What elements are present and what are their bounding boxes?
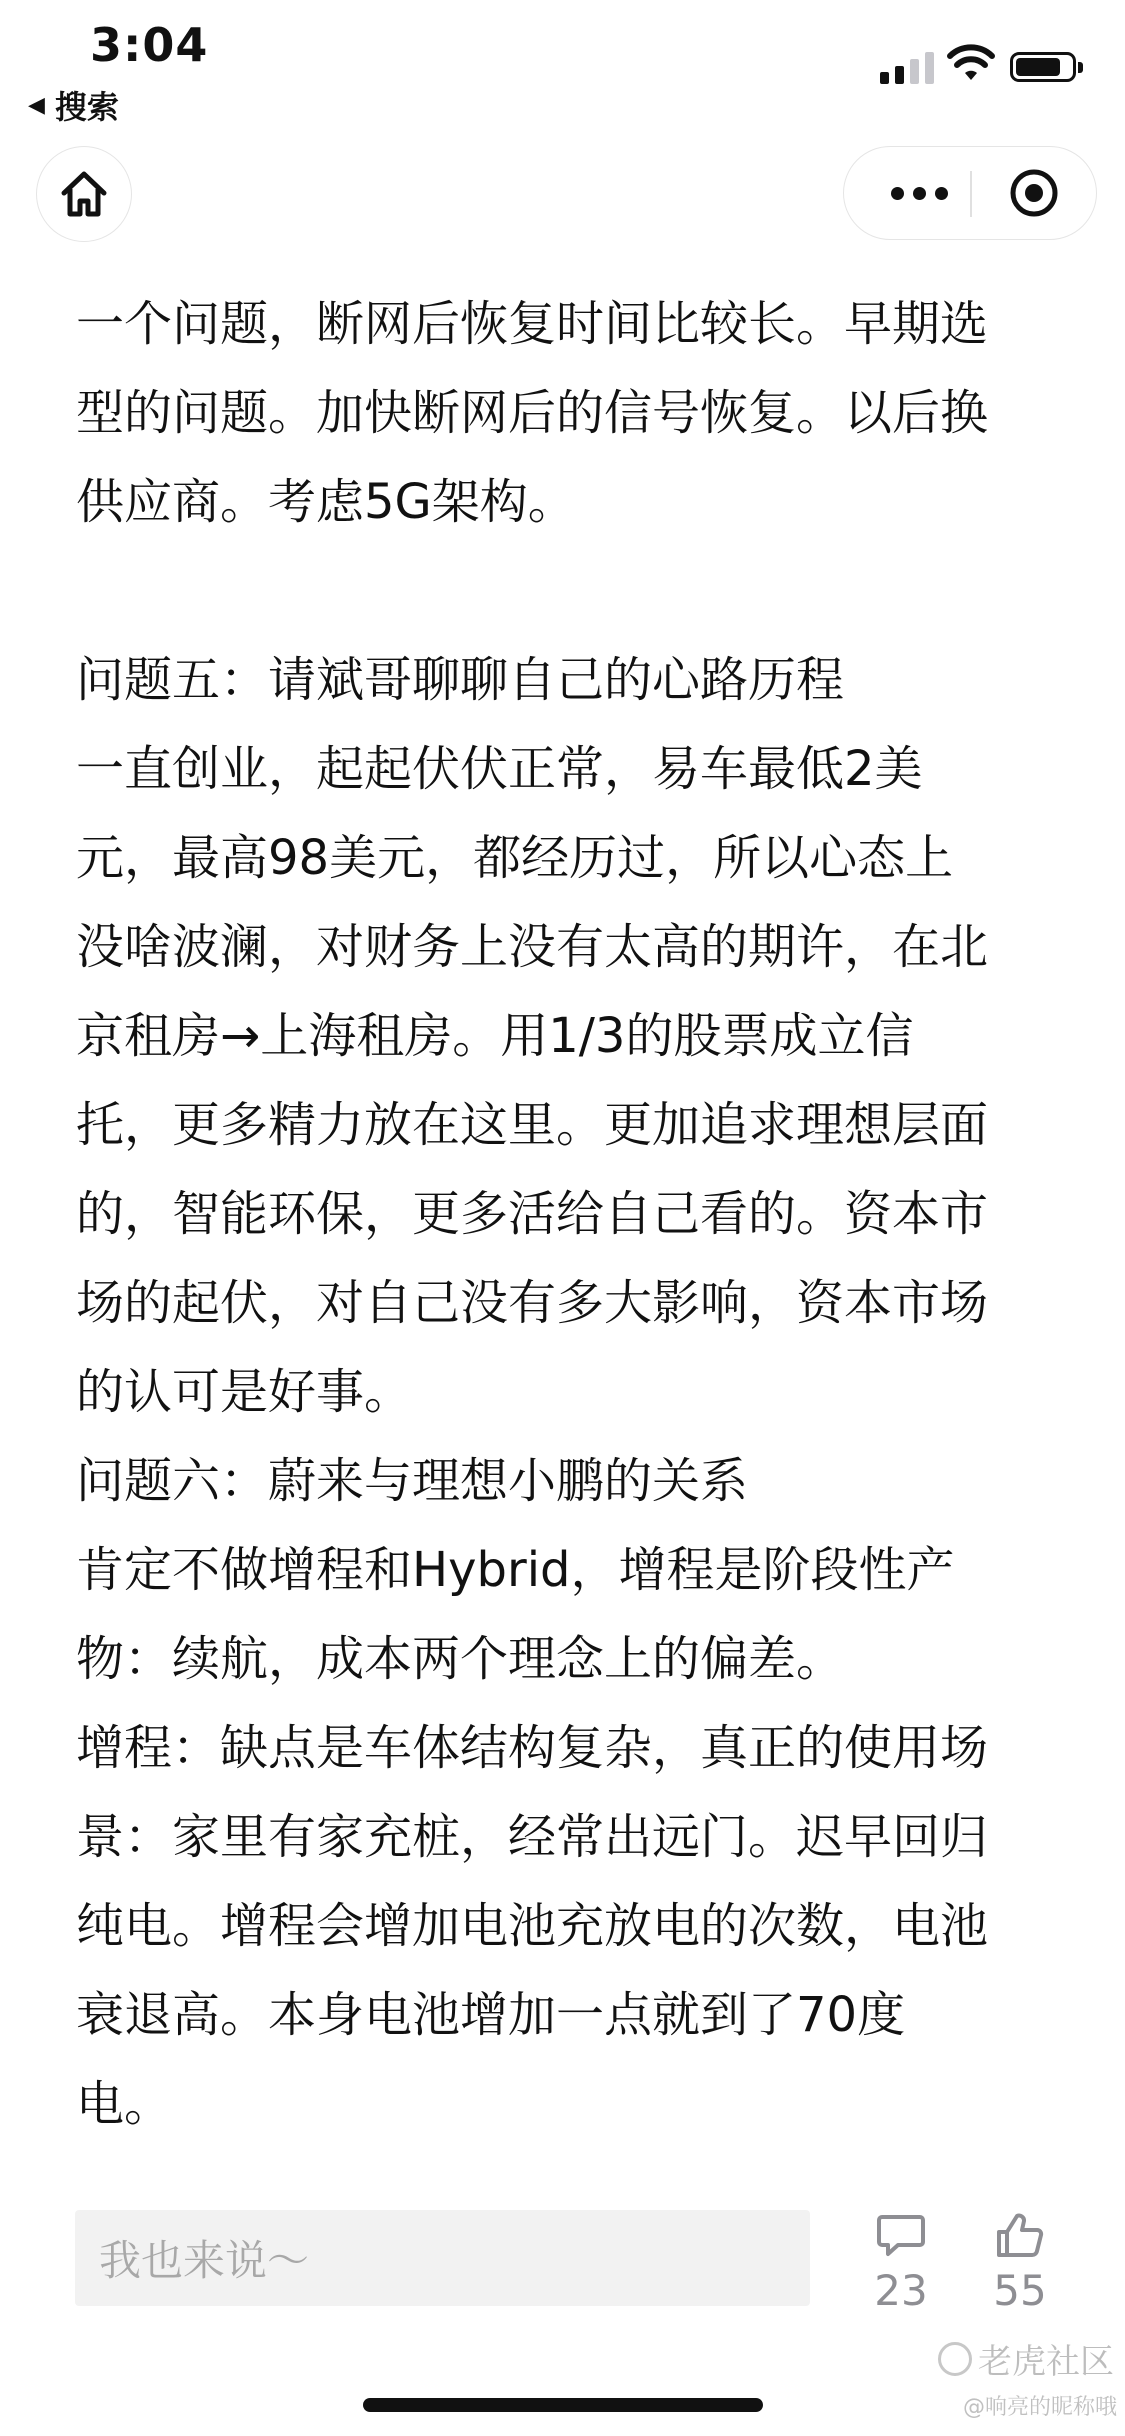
triangle-left-icon: ◀ [28,92,45,118]
home-icon [58,169,110,219]
article-line: 京租房→上海租房。用1/3的股票成立信 [76,1008,914,1064]
article-blank-line [76,547,1056,636]
article-body [76,280,1056,2149]
thumbs-up-icon [995,2212,1045,2258]
miniprogram-capsule [843,146,1097,240]
more-dots-icon [891,187,904,200]
article-line: 元，最高98美元，都经历过，所以心态上 [76,830,954,886]
watermark-user: @响亮的昵称哦 [963,2395,1118,2420]
article-line: 的，智能环保，更多活给自己看的。资本市 [76,1186,989,1242]
status-bar [0,0,1125,126]
status-time: 3:04 [90,18,209,72]
comment-placeholder: 我也来说～ [99,2236,310,2285]
watermark-logo-icon [938,2342,972,2376]
article-line: 问题六：蔚来与理想小鹏的关系 [76,1453,749,1509]
more-button[interactable] [874,147,964,239]
article-line: 衰退高。本身电池增加一点就到了70度 [76,1987,906,2043]
comment-count: 23 [874,2266,928,2315]
article-line: 物：续航，成本两个理念上的偏差。 [76,1631,845,1687]
article-line: 供应商。考虑5G架构。 [76,474,576,530]
article-line: 纯电。增程会增加电池充放电的次数，电池 [76,1898,989,1954]
article-line: 一直创业，起起伏伏正常，易车最低2美 [76,741,923,797]
article-line: 场的起伏，对自己没有多大影响，资本市场 [76,1275,989,1331]
article-line: 托，更多精力放在这里。更加追求理想层面 [76,1097,989,1153]
article-line: 一个问题，断网后恢复时间比较长。早期选 [76,296,989,352]
article-line: 没啥波澜，对财务上没有太高的期许，在北 [76,919,989,975]
article-line: 问题五：请斌哥聊聊自己的心路历程 [76,652,845,708]
article-line: 的认可是好事。 [76,1364,413,1420]
article-line: 景：家里有家充桩，经常出远门。迟早回归 [76,1809,989,1865]
home-indicator[interactable] [363,2398,763,2412]
comment-input[interactable] [75,2210,810,2306]
comment-bubble-icon [876,2212,926,2258]
watermark-brand: 老虎社区 [978,2342,1114,2382]
article-line: 电。 [76,2076,173,2132]
home-button[interactable] [36,146,132,242]
watermark [938,2334,1114,2383]
article-line: 增程：缺点是车体结构复杂，真正的使用场 [76,1720,989,1776]
article-line: 肯定不做增程和Hybrid，增程是阶段性产 [76,1542,955,1598]
battery-icon [1010,52,1076,82]
like-button[interactable] [975,2212,1065,2315]
capsule-divider [970,171,972,217]
target-circle-icon[interactable] [1008,167,1060,219]
like-count: 55 [993,2266,1047,2315]
wifi-icon [946,44,996,84]
cellular-signal-icon [880,50,934,84]
comment-button[interactable] [856,2212,946,2315]
back-to-search-button[interactable] [28,82,119,128]
article-line: 型的问题。加快断网后的信号恢复。以后换 [76,385,989,441]
back-to-search-label: 搜索 [54,88,119,126]
